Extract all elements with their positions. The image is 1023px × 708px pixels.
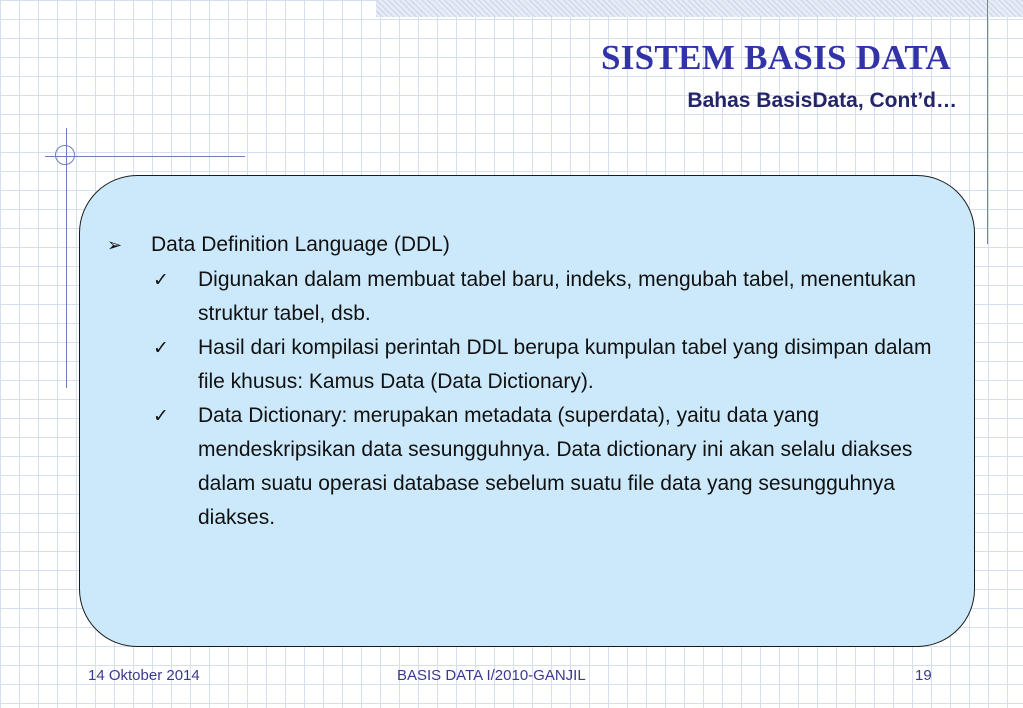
bullet-text: Data Definition Language (DDL) [151, 233, 450, 256]
checkmark-icon: ✓ [153, 337, 169, 359]
checkmark-icon: ✓ [153, 405, 169, 427]
sublist-item [153, 263, 938, 331]
crosshair-circle-icon [55, 145, 75, 165]
footer-page-number: 19 [915, 667, 932, 684]
top-decorative-strip [376, 0, 1023, 17]
bullet-item-ddl [107, 228, 450, 262]
slide-subtitle: Bahas BasisData, Cont’d… [687, 89, 957, 112]
sublist-item [153, 331, 938, 399]
sublist-item-text: Data Dictionary: merupakan metadata (superdata), yaitu data yang mendeskripsikan data sesungguhnya. Data dictionary ini akan selalu diakses dalam suatu operasi database sebelum suatu file data yang sesungguhnya diakses. [198, 404, 913, 529]
footer-course: BASIS DATA I/2010-GANJIL [397, 667, 586, 684]
footer-date: 14 Oktober 2014 [88, 667, 200, 684]
arrow-bullet-icon: ➢ [107, 235, 123, 255]
sublist-item-text: Digunakan dalam membuat tabel baru, indeks, mengubah tabel, menentukan struktur tabel, dsb. [198, 268, 916, 325]
sublist-item [153, 399, 938, 535]
slide-title: SISTEM BASIS DATA [600, 38, 951, 77]
left-decorative-line [66, 128, 67, 388]
checkmark-icon: ✓ [153, 269, 169, 291]
right-decorative-line [987, 0, 988, 244]
sublist-item-text: Hasil dari kompilasi perintah DDL berupa kumpulan tabel yang disimpan dalam file khusus: Kamus Data (Data Dictionary). [198, 336, 932, 393]
horizontal-decorative-line [45, 156, 245, 157]
ddl-sublist [153, 263, 938, 535]
